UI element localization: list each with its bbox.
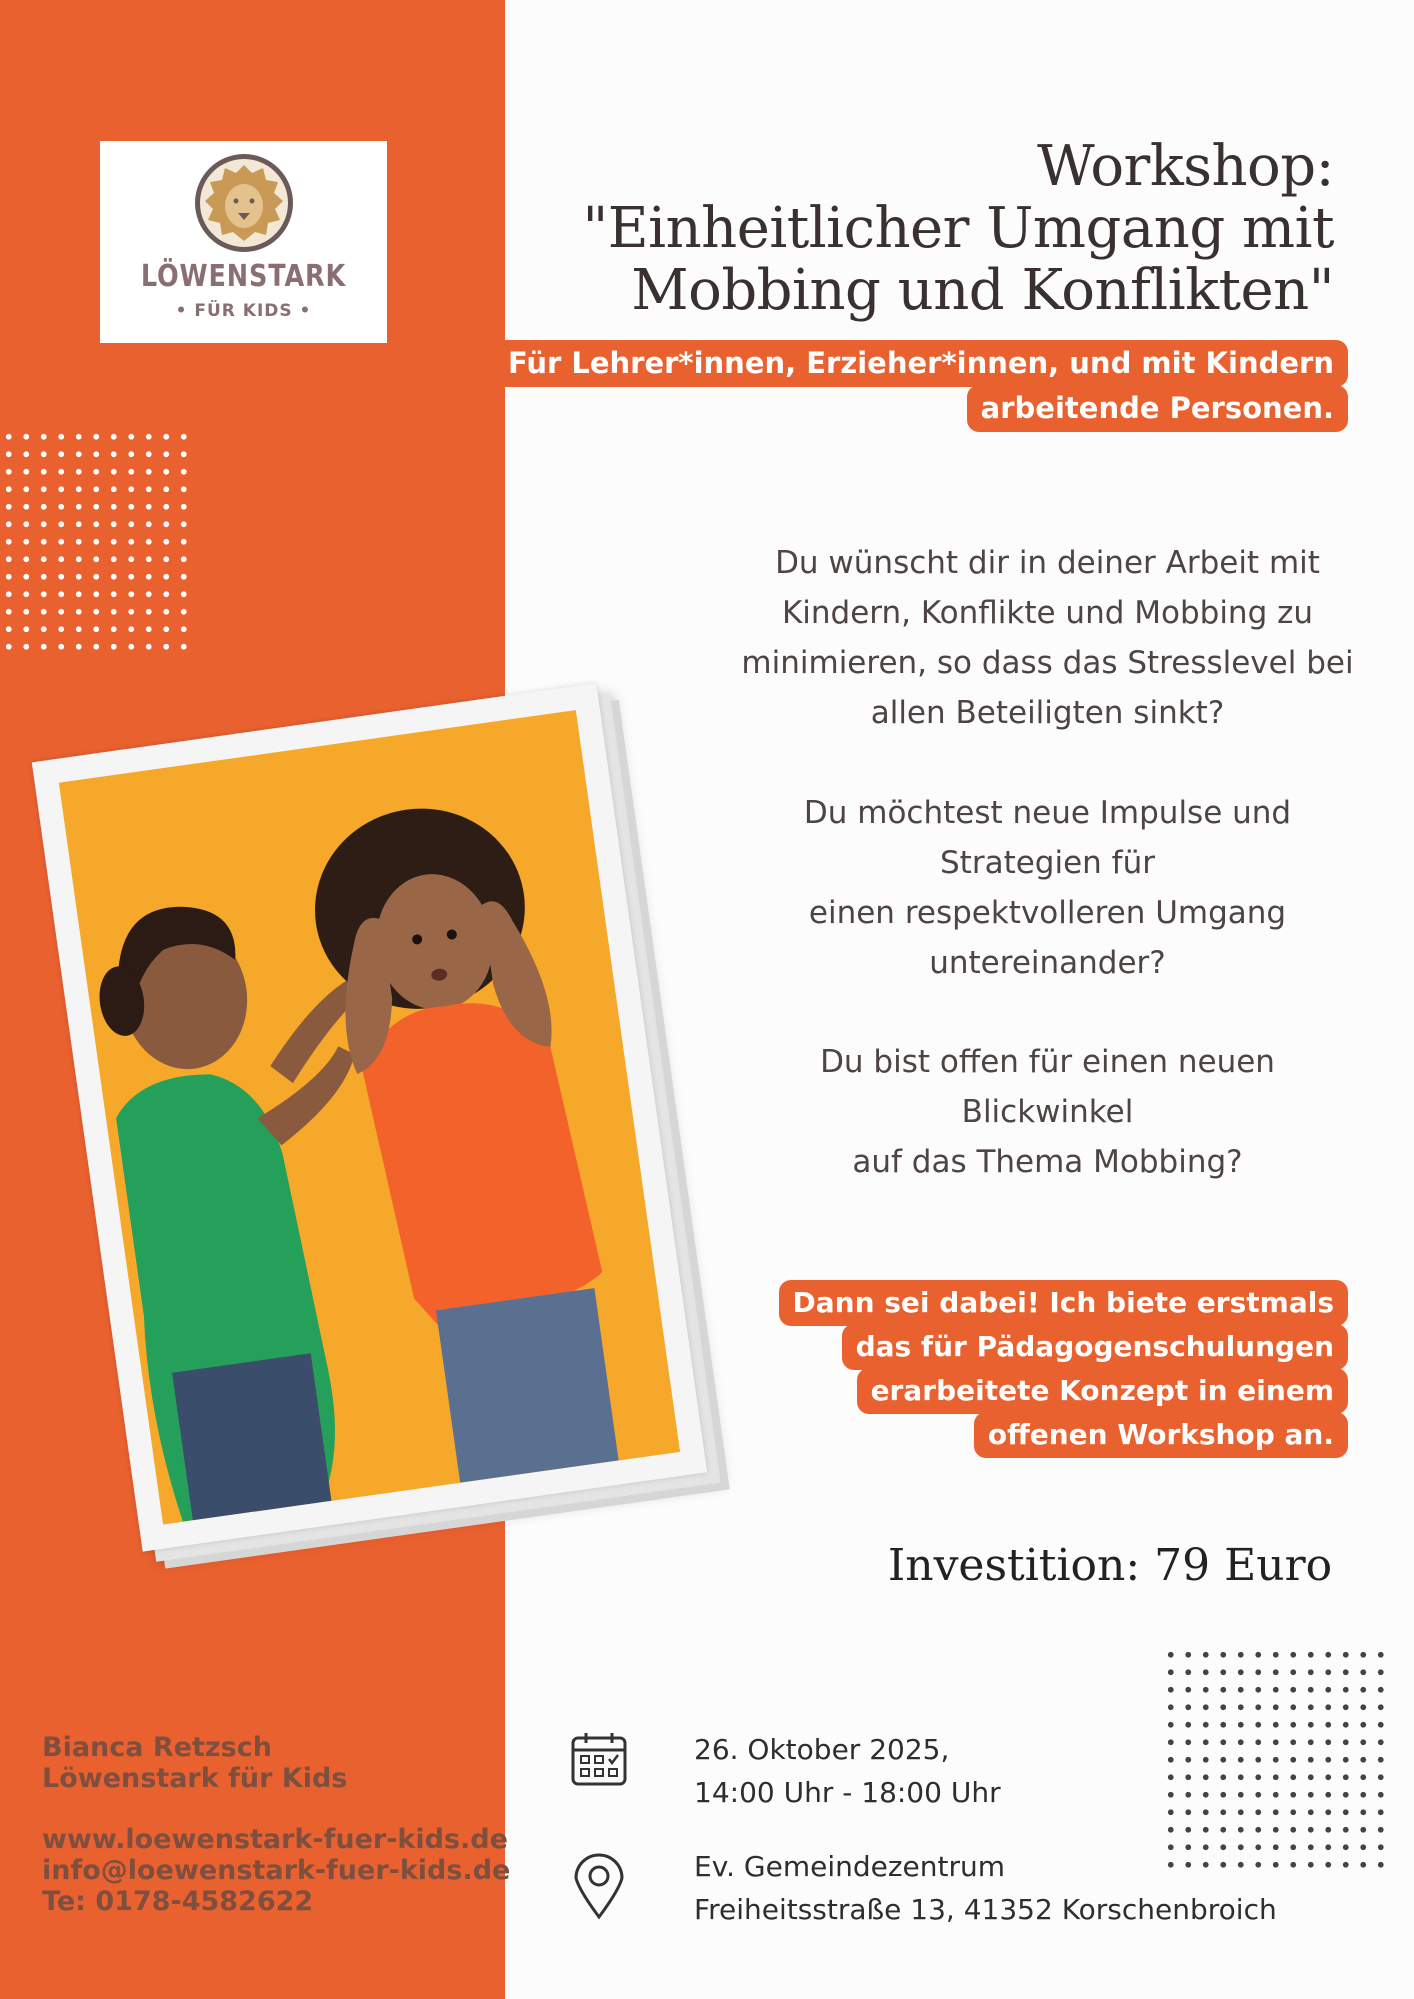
question-2 [740,788,1355,988]
event-address: Freiheitsstraße 13, 41352 Korschenbroich [694,1893,1277,1926]
question-line: Kindern, Konflikte und Mobbing zu [781,595,1314,631]
question-line: auf das Thema Mobbing? [852,1144,1243,1180]
event-venue: Ev. Gemeindezentrum [694,1850,1006,1883]
photo-frame [32,683,707,1552]
contact-details [42,1824,510,1917]
dot-pattern-right [1162,1646,1384,1872]
children-photo [59,710,680,1524]
cta-line: offenen Workshop an. [974,1412,1348,1458]
logo-name: LÖWENSTARK [140,259,347,294]
lion-head-icon [192,151,296,255]
call-to-action [648,1280,1348,1458]
question-line: einen respektvolleren Umgang [808,895,1287,931]
question-3 [740,1037,1355,1187]
question-line: Du wünscht dir in deiner Arbeit mit [775,545,1320,581]
calendar-icon [571,1731,627,1787]
logo [100,141,387,343]
audience-line-2: arbeitende Personen. [967,385,1348,432]
question-line: allen Beteiligten sinkt? [870,695,1225,731]
contact-name: Bianca Retzsch [42,1732,272,1763]
phone-number: Te: 0178-4582622 [42,1886,314,1917]
website-link[interactable]: www.loewenstark-fuer-kids.de [42,1824,508,1855]
cta-line: Dann sei dabei! Ich biete erstmals [779,1280,1348,1326]
event-location [694,1845,1277,1931]
question-line: untereinander? [929,945,1166,981]
dot-pattern-left [0,428,187,653]
question-line: Du möchtest neue Impulse und [803,795,1292,831]
photo-card [45,693,720,1562]
question-line: minimieren, so dass das Stresslevel bei [741,645,1354,681]
location-pin-icon [571,1850,627,1920]
contact-person [42,1732,347,1794]
email-link[interactable]: info@loewenstark-fuer-kids.de [42,1855,511,1886]
event-datetime [694,1728,1001,1814]
cta-line: erarbeitete Konzept in einem [857,1368,1348,1414]
logo-tagline: • FÜR KIDS • [175,301,312,321]
title-line-1: Workshop: [1037,134,1334,199]
question-line: Strategien für [940,845,1155,881]
audience-banner [448,340,1348,432]
question-line: Blickwinkel [961,1094,1134,1130]
title-line-2: "Einheitlicher Umgang mit [582,196,1334,261]
title-line-3: Mobbing und Konflikten" [631,258,1334,323]
price: Investition: 79 Euro [887,1540,1333,1591]
audience-line-1: Für Lehrer*innen, Erzieher*innen, und mit Kindern [494,340,1348,387]
question-1 [740,538,1355,738]
event-date: 26. Oktober 2025, [694,1733,950,1766]
cta-line: das für Pädagogenschulungen [842,1324,1348,1370]
page-title [514,136,1334,322]
contact-org: Löwenstark für Kids [42,1763,348,1794]
question-line: Du bist offen für einen neuen [820,1044,1275,1080]
event-time: 14:00 Uhr - 18:00 Uhr [694,1776,1001,1809]
